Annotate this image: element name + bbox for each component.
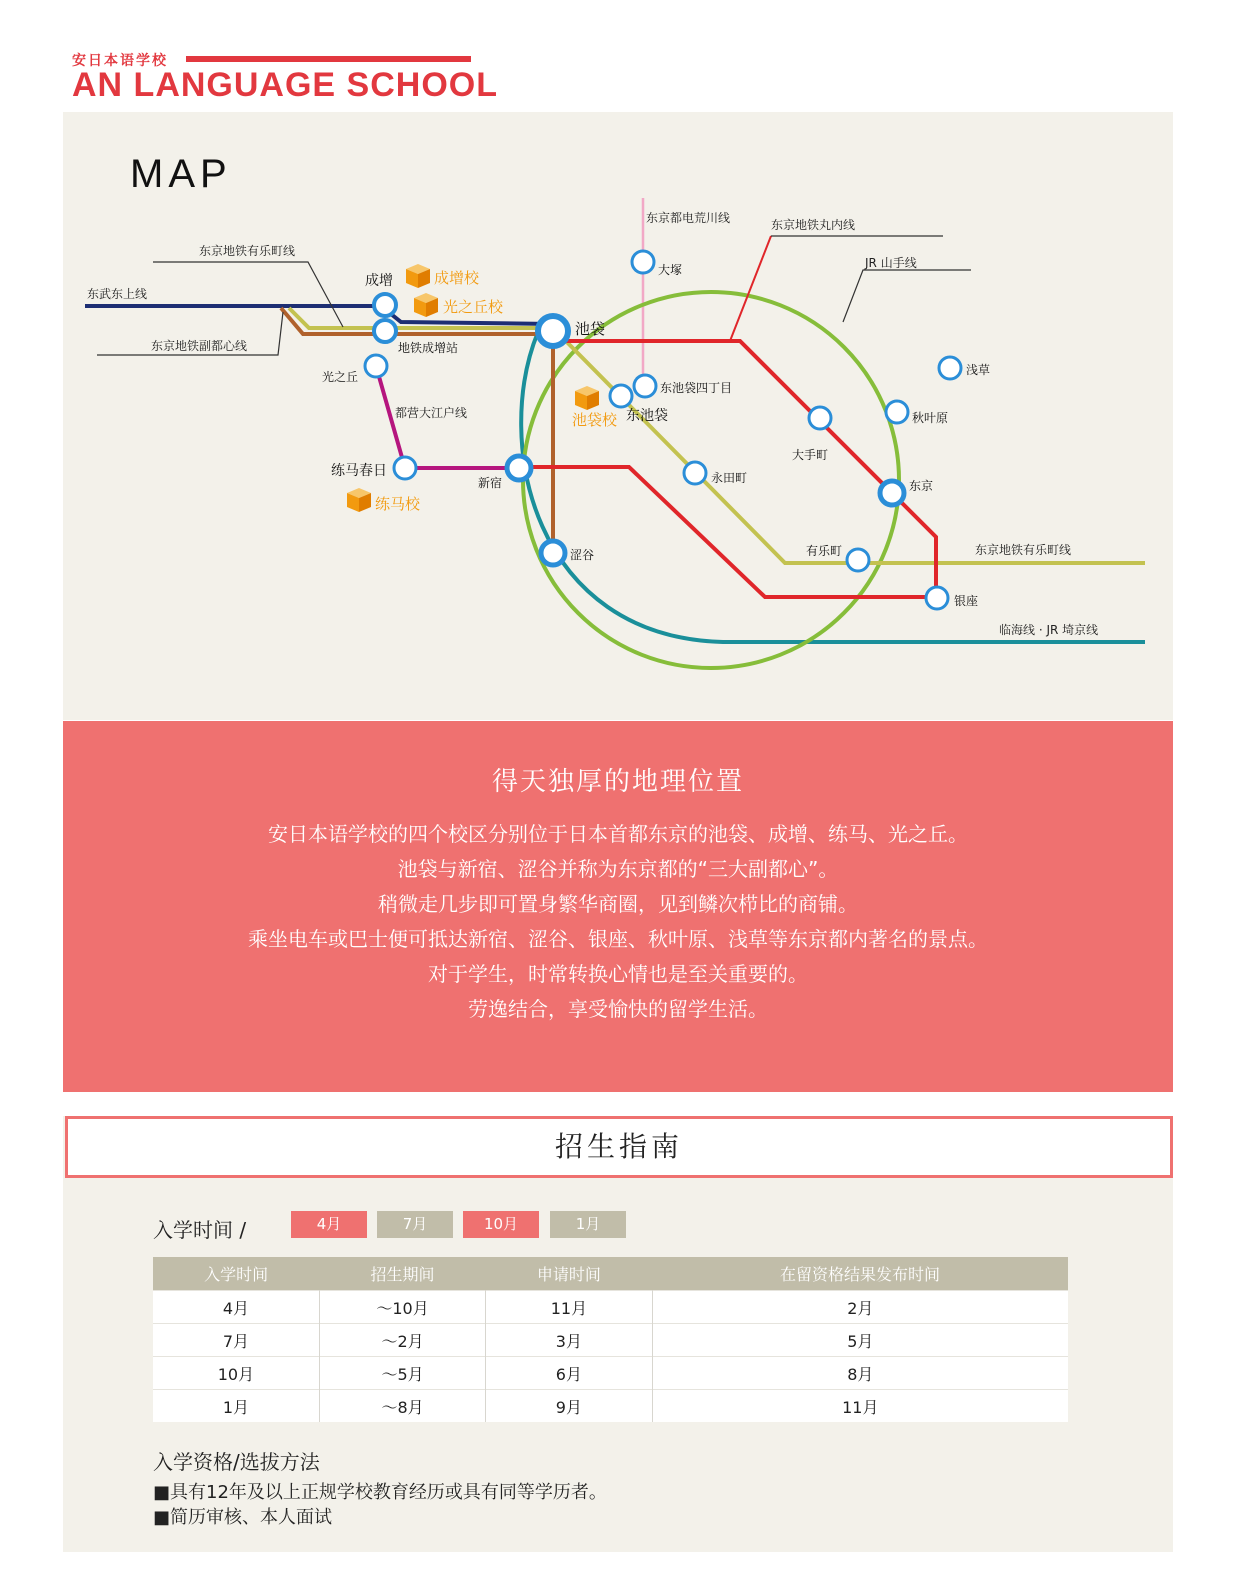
label-yamanote: JR 山手线 [865, 256, 917, 270]
station-asakusa-marker [939, 357, 961, 379]
label-fukutoshin: 东京地铁副都心线 [151, 339, 248, 353]
label-arakawa: 东京都电荒川线 [646, 211, 731, 225]
station-akihabara: 秋叶原 [912, 411, 949, 425]
campus-ikebukuro: 池袋校 [572, 411, 618, 429]
admissions-schedule-table [153, 1257, 1068, 1422]
station-otemachi-marker [809, 407, 831, 429]
station-higashi-ikebukuro-4: 东池袋四丁目 [660, 381, 733, 395]
qualification-title: 入学资格/选拔方法 [153, 1450, 320, 1474]
label-rinkai: 临海线 · JR 埼京线 [999, 623, 1099, 637]
logo-chinese-name: 安日本语学校 [72, 53, 168, 69]
station-nagatacho-marker [684, 462, 706, 484]
table-row [153, 1291, 1068, 1324]
station-otemachi: 大手町 [792, 448, 829, 462]
map-title: MAP [130, 152, 232, 196]
marunouchi-callout [730, 236, 771, 341]
campus-cube-icon [575, 386, 599, 410]
table-row [153, 1390, 1068, 1423]
station-higashi-ikebukuro-4-marker [634, 375, 656, 397]
station-asakusa: 浅草 [966, 363, 991, 377]
station-yurakucho-marker [847, 549, 869, 571]
station-yurakucho: 有乐町 [806, 544, 843, 558]
table-cell: 1月 [153, 1390, 319, 1423]
map-panel [63, 112, 1173, 720]
table-cell: 11月 [652, 1390, 1068, 1423]
station-narimasu-marker [374, 294, 396, 316]
qualification-item: ■具有12年及以上正规学校教育经历或具有同等学历者。 [153, 1482, 607, 1503]
station-ikebukuro-marker [538, 316, 568, 346]
station-otsuka: 大塚 [658, 263, 683, 277]
table-cell: 10月 [153, 1357, 319, 1390]
table-header: 申请时间 [486, 1257, 652, 1291]
station-hikarigaoka-marker [365, 355, 387, 377]
campus-narimasu: 成增校 [434, 269, 480, 287]
geography-line: 稍微走几步即可置身繁华商圈，见到鳞次栉比的商铺。 [378, 892, 858, 916]
station-nerima-kasugacho-marker [394, 457, 416, 479]
geography-line: 池袋与新宿、涩谷并称为东京都的“三大副都心”。 [397, 857, 839, 881]
campus-cube-icon [414, 293, 438, 317]
table-cell: 7月 [153, 1324, 319, 1357]
station-shibuya: 涩谷 [570, 548, 595, 562]
table-cell: 5月 [652, 1324, 1068, 1357]
leader-yamanote [843, 270, 971, 322]
intake-chip-january: 1月 [550, 1211, 626, 1238]
station-narimasu: 成增 [365, 273, 393, 289]
station-ginza: 银座 [954, 594, 979, 608]
table-cell: ～2月 [319, 1324, 485, 1357]
guide-title: 招生指南 [554, 1130, 683, 1163]
geography-line: 乘坐电车或巴士便可抵达新宿、涩谷、银座、秋叶原、浅草等东京都内著名的景点。 [248, 927, 988, 951]
geography-line: 安日本语学校的四个校区分别位于日本首都东京的池袋、成增、练马、光之丘。 [268, 822, 968, 846]
station-higashi-ikebukuro: 东池袋 [626, 408, 668, 424]
table-cell: ～8月 [319, 1390, 485, 1423]
logo-english-name: AN LANGUAGE SCHOOL [72, 66, 498, 104]
station-shinjuku-marker [507, 456, 531, 480]
campus-nerima: 练马校 [375, 495, 421, 513]
label-tobu-tojo: 东武东上线 [87, 287, 148, 301]
table-cell: 8月 [652, 1357, 1068, 1390]
table-row [153, 1324, 1068, 1357]
geography-title: 得天独厚的地理位置 [491, 767, 744, 797]
station-chikatetsu-narimasu-marker [374, 320, 396, 342]
geography-line: 劳逸结合，享受愉快的留学生活。 [468, 997, 768, 1021]
station-chikatetsu-narimasu: 地铁成增站 [398, 341, 459, 355]
campus-cube-icon [347, 488, 371, 512]
table-cell: 9月 [486, 1390, 652, 1423]
table-header: 在留资格结果发布时间 [652, 1257, 1068, 1291]
geography-line: 对于学生，时常转换心情也是至关重要的。 [428, 962, 808, 986]
intake-chip-october: 10月 [463, 1211, 539, 1238]
table-cell: 11月 [486, 1291, 652, 1324]
label-yurakucho-w: 东京地铁有乐町线 [199, 244, 296, 258]
table-cell: ～10月 [319, 1291, 485, 1324]
table-row [153, 1357, 1068, 1390]
table-header: 入学时间 [153, 1257, 319, 1291]
geography-description [63, 817, 1173, 1027]
logo-red-rule [186, 56, 471, 62]
table-cell: 3月 [486, 1324, 652, 1357]
campus-cube-icon [406, 264, 430, 288]
table-cell: ～5月 [319, 1357, 485, 1390]
label-yurakucho-e: 东京地铁有乐町线 [975, 543, 1072, 557]
station-tokyo: 东京 [909, 479, 934, 493]
table-cell: 4月 [153, 1291, 319, 1324]
station-otsuka-marker [632, 251, 654, 273]
geography-panel [63, 721, 1173, 1092]
intake-chip-july: 7月 [377, 1211, 453, 1238]
label-marunouchi: 东京地铁丸内线 [771, 218, 856, 232]
table-header-row [153, 1257, 1068, 1291]
station-shibuya-marker [541, 541, 565, 565]
station-ginza-marker [926, 587, 948, 609]
table-cell: 2月 [652, 1291, 1068, 1324]
table-cell: 6月 [486, 1357, 652, 1390]
station-higashi-ikebukuro-marker [610, 385, 632, 407]
leader-yurakucho-w [153, 262, 343, 327]
qualification-item: ■简历审核、本人面试 [153, 1507, 333, 1528]
intake-time-label: 入学时间 / [153, 1218, 247, 1242]
table-header: 招生期间 [319, 1257, 485, 1291]
station-nagatacho: 永田町 [711, 471, 748, 485]
station-nerima-kasugacho: 练马春日 [331, 463, 387, 479]
station-akihabara-marker [886, 401, 908, 423]
label-oedo: 都营大江户线 [395, 406, 468, 420]
guide-title-box [65, 1116, 1173, 1178]
station-ikebukuro: 池袋 [575, 320, 606, 338]
station-shinjuku: 新宿 [478, 476, 503, 490]
campus-hikarigaoka: 光之丘校 [443, 298, 504, 316]
admissions-guide-panel [63, 1116, 1173, 1552]
station-hikarigaoka: 光之丘 [322, 370, 359, 384]
transit-map [63, 112, 1173, 720]
intake-chip-april: 4月 [291, 1211, 367, 1238]
station-tokyo-marker [880, 481, 904, 505]
